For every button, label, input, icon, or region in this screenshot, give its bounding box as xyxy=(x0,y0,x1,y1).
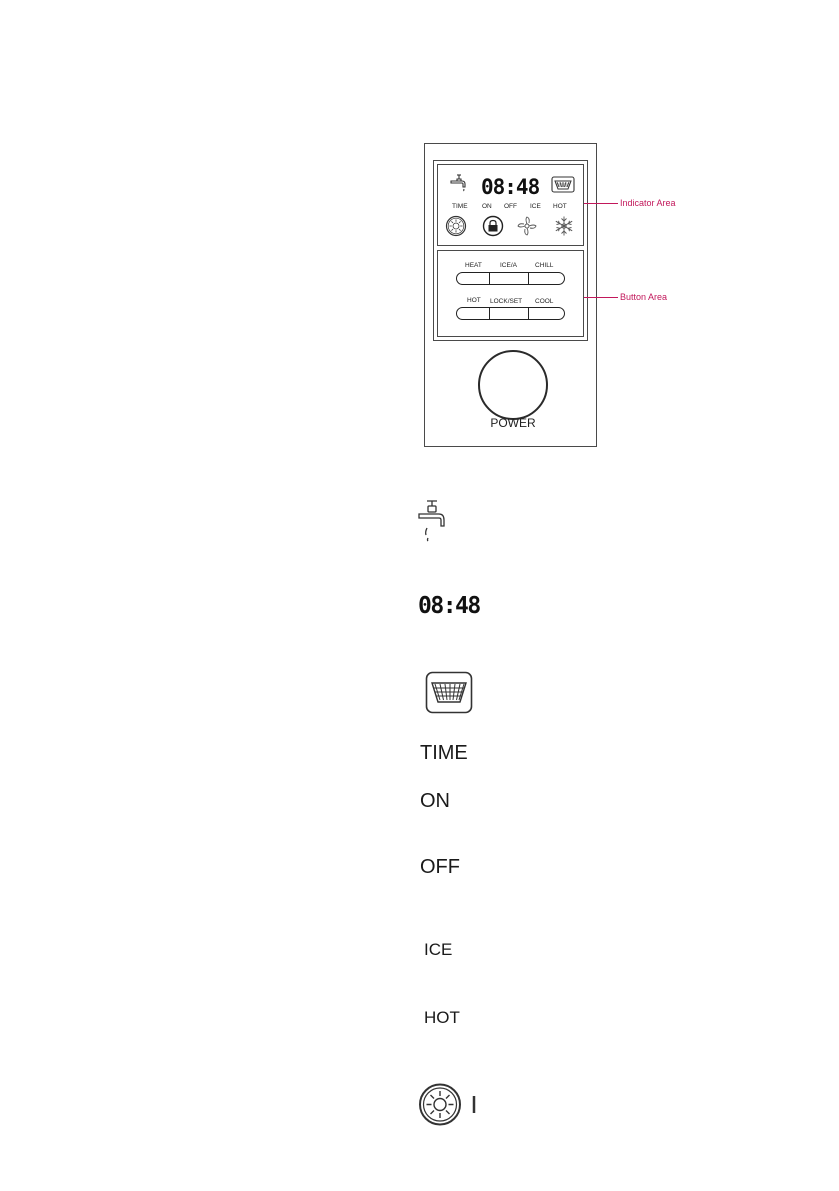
legend-on: ON xyxy=(420,790,450,812)
button-area-callout: Button Area xyxy=(620,292,668,302)
button-label-lock-set: LOCK/SET xyxy=(490,298,523,305)
legend-off: OFF xyxy=(420,856,460,878)
indicator-area-callout: Indicator Area xyxy=(620,198,676,208)
ice-button[interactable] xyxy=(489,272,529,285)
legend-time-display: 08:48 xyxy=(418,593,480,619)
sun-icon xyxy=(445,215,467,237)
time-display: 08:48 xyxy=(481,175,540,199)
button-area-callout-line xyxy=(584,297,618,298)
indicator-label-time: TIME xyxy=(452,203,468,210)
ice-tray-icon xyxy=(551,176,575,193)
indicator-label-ice: ICE xyxy=(530,203,541,210)
button-label-heat: HEAT xyxy=(465,262,482,269)
indicator-label-off: OFF xyxy=(504,203,517,210)
button-label-chill: CHILL xyxy=(535,262,554,269)
faucet-icon xyxy=(417,497,447,547)
snowflake-icon xyxy=(553,215,575,237)
hot-button[interactable] xyxy=(456,307,490,320)
indicator-area-callout-line xyxy=(584,203,618,204)
power-label: POWER xyxy=(490,416,536,430)
fan-icon xyxy=(516,215,538,237)
sun-icon xyxy=(417,1083,477,1126)
cool-button[interactable] xyxy=(528,307,565,320)
legend-time: TIME xyxy=(420,742,468,764)
legend-ice: ICE xyxy=(424,940,453,959)
chill-button[interactable] xyxy=(528,272,565,285)
heat-button[interactable] xyxy=(456,272,490,285)
ice-tray-icon xyxy=(425,671,473,714)
button-label-ice: ICE/A xyxy=(500,262,517,269)
button-label-hot: HOT xyxy=(467,297,481,304)
legend-hot: HOT xyxy=(424,1008,460,1027)
power-button[interactable] xyxy=(478,350,548,420)
indicator-label-hot: HOT xyxy=(553,203,567,210)
lock-set-button[interactable] xyxy=(489,307,529,320)
faucet-icon xyxy=(448,172,470,196)
lock-icon xyxy=(482,215,504,237)
indicator-label-on: ON xyxy=(482,203,492,210)
button-label-cool: COOL xyxy=(535,298,554,305)
